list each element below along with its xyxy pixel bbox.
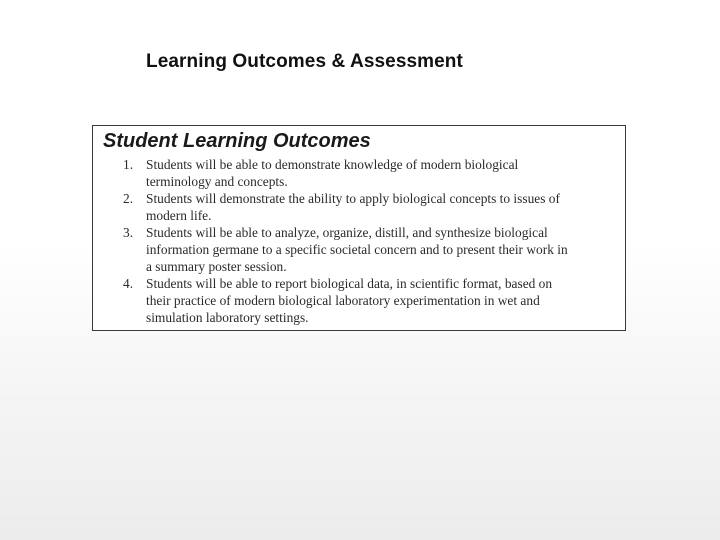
outcome-text: Students will demonstrate the ability to apply biological concepts to issues of modern life.: [146, 191, 560, 223]
outcome-item: [93, 224, 576, 275]
outcomes-heading: Student Learning Outcomes: [103, 130, 371, 152]
outcome-item: [93, 156, 576, 190]
student-learning-outcomes-box: [92, 125, 626, 331]
outcome-text: Students will be able to report biological data, in scientific format, based on their practice of modern biological laboratory experimentation in wet and simulation laboratory settings.: [146, 276, 553, 325]
slide-title: Learning Outcomes & Assessment: [146, 51, 463, 72]
outcome-item: [93, 275, 576, 326]
outcome-number: 3.: [123, 225, 134, 240]
outcome-number: 4.: [123, 276, 134, 291]
outcomes-list: [93, 156, 576, 326]
outcome-number: 2.: [123, 191, 134, 206]
outcome-item: [93, 190, 576, 224]
outcome-text: Students will be able to analyze, organize, distill, and synthesize biological information germane to a specific societal concern and to present their work in a summary poster session.: [146, 225, 568, 274]
outcome-text: Students will be able to demonstrate knowledge of modern biological terminology and concepts.: [146, 157, 519, 189]
outcome-number: 1.: [123, 157, 134, 172]
